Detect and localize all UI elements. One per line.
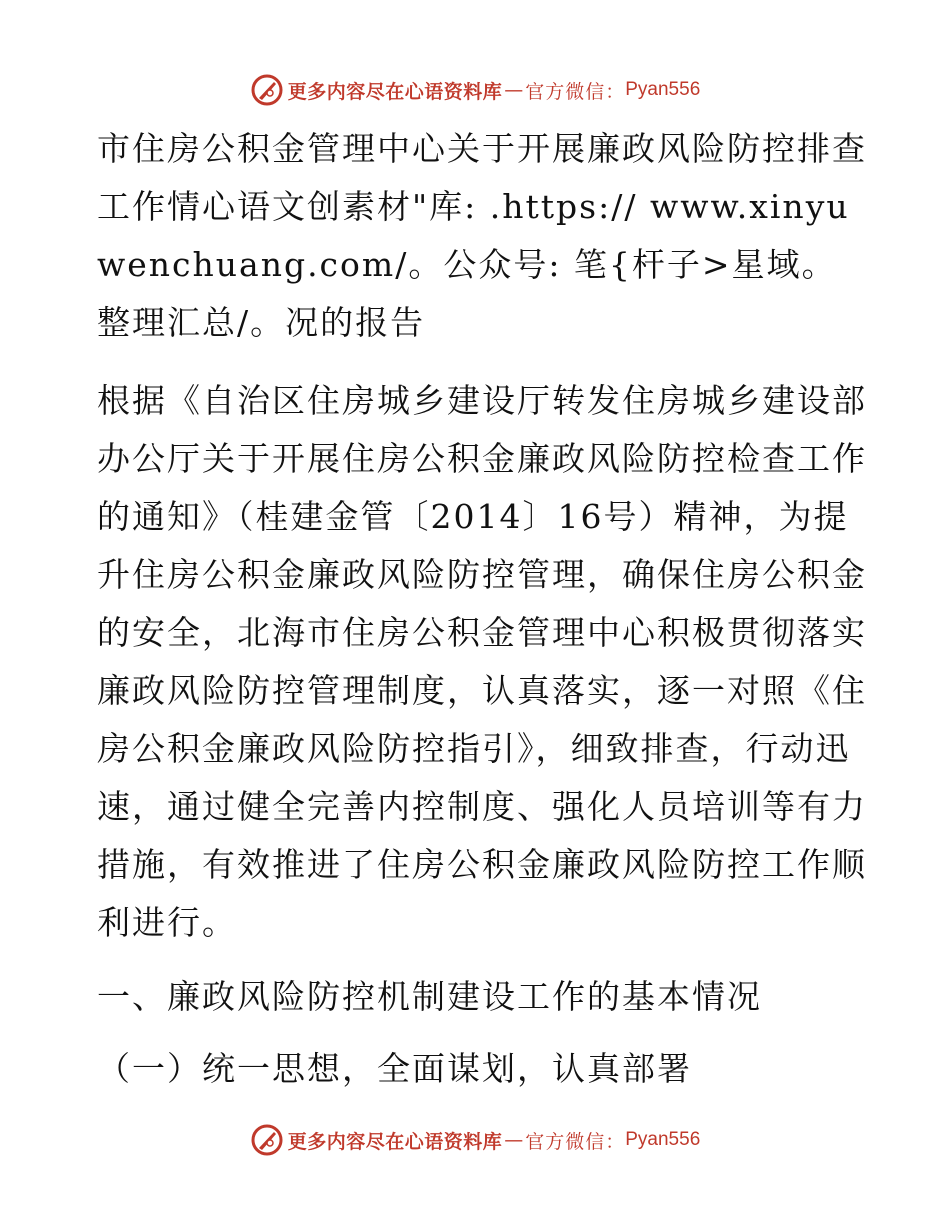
quill-circle-logo-icon [250, 73, 284, 107]
watermark-banner-bottom [0, 1118, 950, 1162]
watermark-account: Pyan556 [625, 1129, 701, 1150]
body-paragraph: 根据《自治区住房城乡建设厅转发住房城乡建设部办公厅关于开展住房公积金廉政风险防控检查工作的通知》（桂建金管〔2014〕16号）精神，为提升住房公积金廉政风险防控管理，确保住房公积金的安全，北海市住房公积金管理中心积极贯彻落实廉政风险防控管理制度，认真落实，逐一对照《住房公积金廉政风险防控指引》，细致排查，行动迅速，通过健全完善内控制度、强化人员培训等有力措施，有效推进了住房公积金廉政风险防控工作顺利进行。 [97, 381, 867, 942]
quill-circle-logo-icon [250, 1123, 284, 1157]
watermark-banner-top [0, 68, 950, 112]
watermark-brand: 更多内容尽在心语资料库 [287, 80, 503, 103]
watermark-brand: 更多内容尽在心语资料库 [287, 1130, 503, 1153]
watermark-separator: — [504, 1129, 524, 1151]
watermark-official-label: 官方微信： [525, 1130, 626, 1153]
subsection-heading: （一）统一思想，全面谋划，认真部署 [97, 1049, 692, 1088]
document-title: 市住房公积金管理中心关于开展廉政风险防控排查工作情心语文创素材"库: .https:// www.xinyuwenchuang.com/。公众号: 笔{杆子>星域。整理汇总/。况的报告 [97, 129, 867, 342]
watermark-official-label: 官方微信： [525, 80, 626, 103]
watermark-account: Pyan556 [625, 79, 701, 100]
section-heading: 一、廉政风险防控机制建设工作的基本情况 [97, 977, 762, 1016]
watermark-separator: — [504, 79, 524, 101]
